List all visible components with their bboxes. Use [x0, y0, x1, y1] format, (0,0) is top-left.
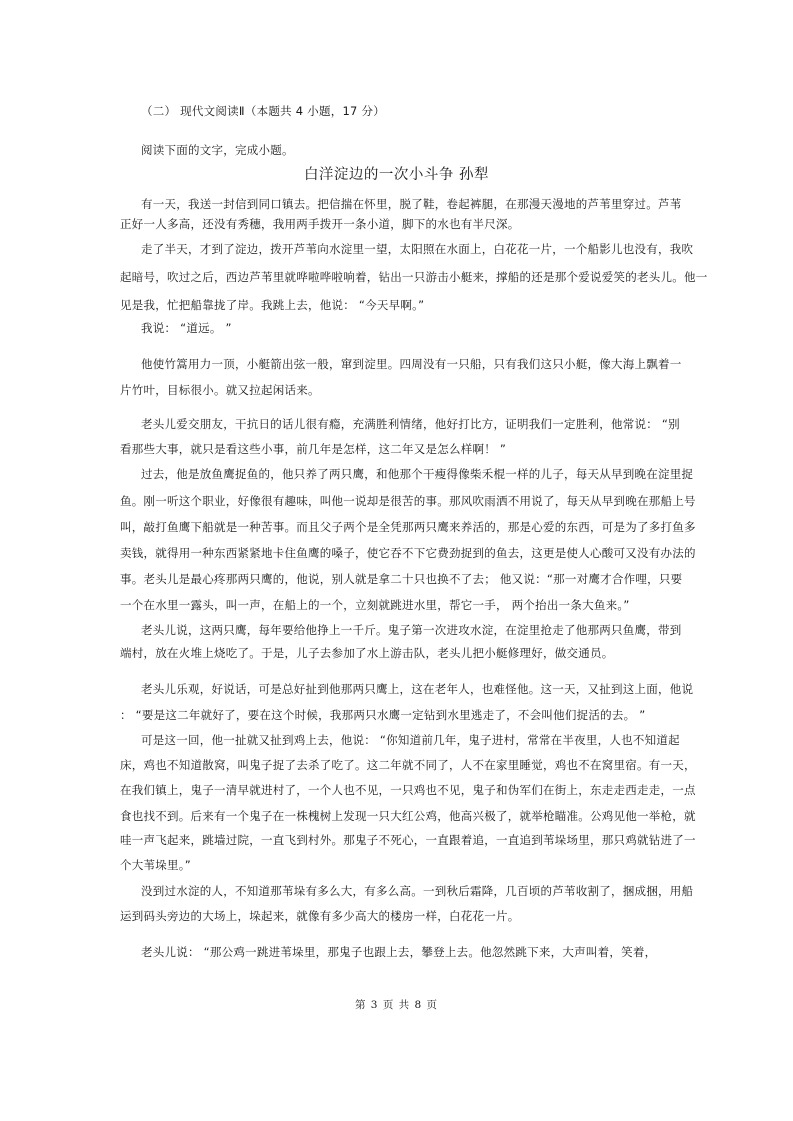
text-line: 事。老头儿是最心疼那两只鹰的，他说，别人就是拿二十只也换不了去； 他又说：“那一对鹰才合作哩，只要	[120, 572, 683, 586]
text-line: 见是我，忙把船靠拢了岸。我跳上去，他说： “今天早啊。”	[120, 298, 425, 312]
text-line: 看那些大事，就只是看这些小事，前几年是怎样，这二年又是怎么样啊！ ”	[120, 442, 507, 456]
text-line: 老头儿说： “那公鸡一跳进苇垛里，那鬼子也跟上去，攀登上去。他忽然跳下来，大声叫着，笑着，	[141, 945, 657, 959]
text-line: 鱼。刚一听这个职业，好像很有趣味，叫他一说却是很苦的事。那风吹雨洒不用说了，每天从早到晚在那船上号	[120, 494, 696, 508]
text-line: 老头儿爱交朋友，干抗日的话儿很有瘾，充满胜利情绪，他好打比方，证明我们一定胜利，他常说： “别	[141, 417, 680, 431]
text-line: 在我们镇上，鬼子一清早就进村了，一个人也不见，一只鸡也不见，鬼子和伪军们在街上，东走走西走走，一点	[120, 783, 696, 797]
text-line: 片竹叶，目标很小。就又拉起闲话来。	[120, 383, 320, 397]
text-line: 运到码头旁边的大场上，垛起来，就像有多少高大的楼房一样，白花花一片。	[120, 909, 520, 923]
text-line: 一个在水里一露头，叫一声，在船上的一个，立刻就跳进水里，帮它一手， 两个抬出一条大鱼来。”	[120, 598, 630, 612]
text-line: 起暗号，吹过之后，西边芦苇里就哗啦哗啦响着，钻出一只游击小艇来，撑船的还是那个爱说爱笑的老头儿。他一	[120, 270, 708, 284]
text-line: 哇一声飞起来，跳墙过院，一直飞到村外。那鬼子不死心，一直跟着追，一直追到苇垛场里，那只鸡就钻进了一	[120, 833, 696, 847]
text-line: 我说： “道远。 ”	[141, 321, 232, 335]
text-line: 可是这一回，他一扯就又扯到鸡上去，他说： “你知道前几年，鬼子进村，常常在半夜里，人也不知道起	[141, 733, 680, 747]
text-line: 老头儿乐观，好说话，可是总好扯到他那两只鹰上，这在老年人，也难怪他。这一天，又扯到这上面，他说	[141, 682, 694, 696]
text-line: 老头儿说，这两只鹰，每年要给他挣上一千斤。鬼子第一次进攻水淀，在淀里抢走了他那两只鱼鹰，带到	[141, 623, 682, 637]
text-line: 食也找不到。后来有一个鬼子在一株槐树上发现一只大红公鸡，他高兴极了，就举枪瞄准。公鸡见他一举枪，就	[120, 809, 696, 823]
text-line: 没到过水淀的人，不知道那苇垛有多么大，有多么高。一到秋后霜降，几百顷的芦苇收割了，捆成捆，用船	[141, 884, 694, 898]
text-line: 走了半天，才到了淀边，拨开芦苇向水淀里一望，太阳照在水面上，白花花一片，一个船影儿也没有，我吹	[141, 242, 694, 256]
article-title: 白洋淀边的一次小斗争 孙犁	[303, 167, 490, 183]
text-line: 床，鸡也不知道散窝，叫鬼子捉了去杀了吃了。这二年就不同了，人不在家里睡觉，鸡也不在窝里宿。有一天，	[120, 758, 696, 772]
text-line: 端村，放在火堆上烧吃了。于是，儿子去参加了水上游击队，老头儿把小艇修理好，做交通员。	[120, 646, 614, 660]
text-line: 个大苇垛里。”	[120, 858, 191, 872]
text-line: 正好一人多高，还没有秀穗，我用两手拨开一条小道，脚下的水也有半尺深。	[120, 217, 520, 231]
text-line: 有一天，我送一封信到同口镇去。把信揣在怀里，脱了鞋，卷起裤腿，在那漫天漫地的芦苇里穿过。芦苇	[141, 197, 682, 211]
text-line: 过去，他是放鱼鹰捉鱼的，他只养了两只鹰，和他那个干瘦得像柴禾棍一样的儿子，每天从早到晚在淀里捉	[141, 467, 694, 481]
instruction: 阅读下面的文字，完成小题。	[141, 143, 294, 157]
text-line: 叫，敲打鱼鹰下船就是一种苦事。而且父子两个是全凭那两只鹰来养活的，那是心爱的东西，可是为了多打鱼多	[120, 520, 696, 534]
text-line: ： “要是这二年就好了，要在这个时候，我那两只水鹰一定钻到水里逃走了，不会叫他们捉活的去。 ”	[120, 708, 646, 722]
text-line: 卖钱，就得用一种东西紧紧地卡住鱼鹰的嗓子，使它吞不下它费劲捉到的鱼去，这更是使人心酸可又没有办法的	[120, 546, 696, 560]
section-heading: （二） 现代文阅读Ⅱ（本题共 4 小题，17 分）	[141, 104, 385, 118]
page-footer: 第 3 页 共 8 页	[354, 999, 439, 1011]
text-line: 他使竹篙用力一顶，小艇箭出弦一般，窜到淀里。四周没有一只船，只有我们这只小艇，像大海上飘着一	[141, 357, 682, 371]
